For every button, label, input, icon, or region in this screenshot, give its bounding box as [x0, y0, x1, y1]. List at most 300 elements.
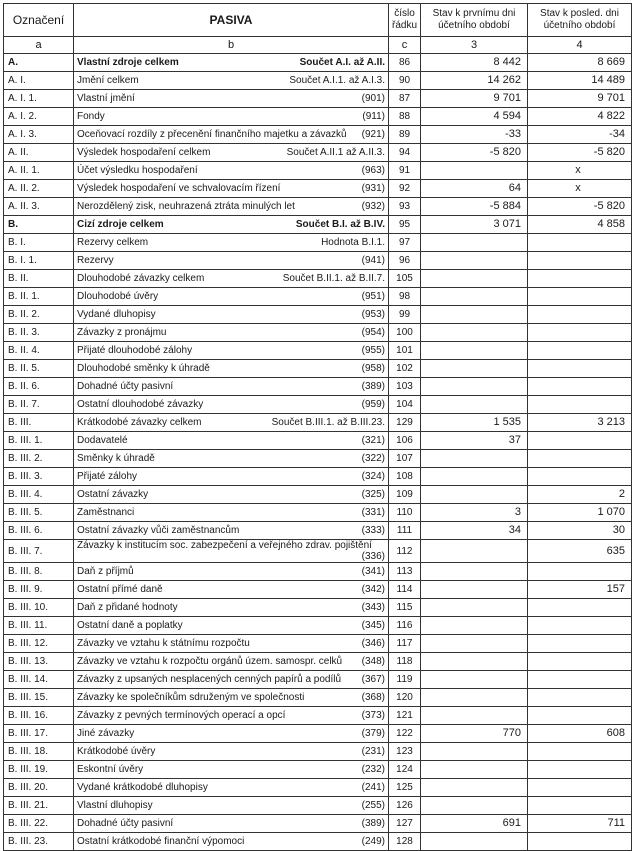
row-name-cell [74, 54, 389, 72]
row-label: Jmění celkem [77, 75, 139, 86]
row-code: B. III. 4. [4, 486, 74, 504]
row-label: Eskontní úvěry [77, 764, 144, 775]
closing-value [528, 761, 632, 779]
row-code: B. III. 11. [4, 617, 74, 635]
row-code: A. II. 3. [4, 198, 74, 216]
row-code: B. III. 21. [4, 797, 74, 815]
row-number: 116 [389, 617, 421, 635]
row-account-hint: (321) [361, 435, 385, 446]
row-account-hint: (953) [361, 309, 385, 320]
table-row [4, 522, 632, 540]
row-name-cell [74, 270, 389, 288]
table-row [4, 540, 632, 563]
table-row [4, 743, 632, 761]
row-label: Vydané dluhopisy [77, 309, 156, 320]
row-name-cell [74, 378, 389, 396]
row-number: 91 [389, 162, 421, 180]
row-account-hint: (389) [361, 381, 385, 392]
row-number: 100 [389, 324, 421, 342]
row-number: 96 [389, 252, 421, 270]
row-name-cell [74, 563, 389, 581]
row-label: Ostatní přímé daně [77, 584, 163, 595]
table-row [4, 725, 632, 743]
row-label: Dlouhodobé závazky celkem [77, 273, 205, 284]
row-account-hint: (921) [361, 129, 385, 140]
row-account-hint: (379) [361, 728, 385, 739]
row-account-hint: (345) [361, 620, 385, 631]
closing-value [528, 468, 632, 486]
closing-value: -5 820 [528, 198, 632, 216]
table-row [4, 360, 632, 378]
subheader-b: b [74, 37, 389, 54]
row-code: B. II. 3. [4, 324, 74, 342]
row-name-cell [74, 360, 389, 378]
opening-value [421, 689, 528, 707]
row-number: 124 [389, 761, 421, 779]
row-number: 99 [389, 306, 421, 324]
row-number: 129 [389, 414, 421, 432]
row-number: 121 [389, 707, 421, 725]
row-account-hint: (963) [361, 165, 385, 176]
row-code: B. III. 2. [4, 450, 74, 468]
closing-value [528, 342, 632, 360]
table-row [4, 144, 632, 162]
row-number: 125 [389, 779, 421, 797]
closing-value [528, 797, 632, 815]
table-row [4, 707, 632, 725]
table-row [4, 396, 632, 414]
opening-value [421, 450, 528, 468]
row-number: 108 [389, 468, 421, 486]
row-code: A. [4, 54, 74, 72]
row-name-cell [74, 504, 389, 522]
table-row [4, 90, 632, 108]
subheader-a: a [4, 37, 74, 54]
row-code: B. III. 20. [4, 779, 74, 797]
row-name-cell [74, 432, 389, 450]
row-label: Dohadné účty pasivní [77, 381, 174, 392]
row-code: A. II. 2. [4, 180, 74, 198]
subheader-c: c [389, 37, 421, 54]
closing-value [528, 252, 632, 270]
table-row [4, 108, 632, 126]
row-label: Závazky k institucím soc. zabezpečení a veřejného zdrav. pojištění [77, 540, 372, 551]
opening-value: 691 [421, 815, 528, 833]
row-label: Jiné závazky [77, 728, 135, 739]
row-code: A. I. 1. [4, 90, 74, 108]
row-label: Dohadné účty pasivní [77, 818, 174, 829]
table-row [4, 635, 632, 653]
row-account-hint: (389) [361, 818, 385, 829]
row-account-hint: Součet A.I. až A.II. [299, 57, 385, 68]
row-code: A. I. [4, 72, 74, 90]
row-label: Krátkodobé úvěry [77, 746, 156, 757]
row-number: 128 [389, 833, 421, 851]
row-account-hint: (346) [361, 638, 385, 649]
row-account-hint: (336) [361, 551, 385, 562]
header-row [4, 4, 632, 37]
row-number: 122 [389, 725, 421, 743]
row-label: Vlastní dluhopisy [77, 800, 153, 811]
row-label: Dlouhodobé úvěry [77, 291, 159, 302]
row-name-cell [74, 90, 389, 108]
opening-value: 770 [421, 725, 528, 743]
closing-value [528, 378, 632, 396]
row-name-cell [74, 707, 389, 725]
subheader-3: 3 [421, 37, 528, 54]
row-name-cell [74, 522, 389, 540]
row-number: 118 [389, 653, 421, 671]
table-row [4, 486, 632, 504]
row-label: Rezervy [77, 255, 114, 266]
closing-value: 9 701 [528, 90, 632, 108]
table-row [4, 653, 632, 671]
row-number: 126 [389, 797, 421, 815]
row-label: Závazky z pronájmu [77, 327, 167, 338]
row-number: 89 [389, 126, 421, 144]
row-number: 90 [389, 72, 421, 90]
opening-value [421, 306, 528, 324]
row-account-hint: (959) [361, 399, 385, 410]
row-label: Daň z přidané hodnoty [77, 602, 178, 613]
opening-value [421, 288, 528, 306]
table-row [4, 378, 632, 396]
table-row [4, 270, 632, 288]
row-name-cell [74, 216, 389, 234]
opening-value [421, 599, 528, 617]
header-designation: Označení [4, 4, 74, 37]
closing-value: -5 820 [528, 144, 632, 162]
opening-value: 8 442 [421, 54, 528, 72]
row-number: 106 [389, 432, 421, 450]
row-number: 98 [389, 288, 421, 306]
row-name-cell [74, 581, 389, 599]
table-row [4, 779, 632, 797]
row-label: Závazky ke společníkům sdruženým ve společnosti [77, 692, 305, 703]
header-opening-balance: Stav k prvnímu dni účetního období [421, 4, 528, 37]
header-row-number: číslo řádku [389, 4, 421, 37]
table-row [4, 581, 632, 599]
row-code: B. III. 18. [4, 743, 74, 761]
closing-value [528, 324, 632, 342]
opening-value: 1 535 [421, 414, 528, 432]
row-name-cell [74, 162, 389, 180]
table-row [4, 689, 632, 707]
row-name-cell [74, 468, 389, 486]
row-name-cell [74, 833, 389, 851]
row-name-cell [74, 540, 389, 563]
opening-value: 3 071 [421, 216, 528, 234]
row-label: Ostatní závazky vůči zaměstnancům [77, 525, 240, 536]
row-code: B. III. 9. [4, 581, 74, 599]
table-row [4, 342, 632, 360]
row-label: Vlastní zdroje celkem [77, 57, 179, 68]
opening-value [421, 396, 528, 414]
row-label: Ostatní daně a poplatky [77, 620, 183, 631]
row-label: Závazky ve vztahu k státnímu rozpočtu [77, 638, 250, 649]
opening-value: -33 [421, 126, 528, 144]
row-code: B. II. [4, 270, 74, 288]
row-number: 123 [389, 743, 421, 761]
closing-value [528, 653, 632, 671]
row-code: B. I. [4, 234, 74, 252]
opening-value [421, 563, 528, 581]
row-number: 105 [389, 270, 421, 288]
row-name-cell [74, 617, 389, 635]
row-number: 120 [389, 689, 421, 707]
closing-value [528, 288, 632, 306]
row-name-cell [74, 342, 389, 360]
closing-value [528, 707, 632, 725]
table-row [4, 815, 632, 833]
row-account-hint: (373) [361, 710, 385, 721]
opening-value [421, 743, 528, 761]
row-label: Závazky z pevných termínových operací a opcí [77, 710, 286, 721]
row-code: B. III. 19. [4, 761, 74, 779]
closing-value [528, 450, 632, 468]
closing-value [528, 833, 632, 851]
row-name-cell [74, 396, 389, 414]
row-code: B. III. 22. [4, 815, 74, 833]
closing-value: 1 070 [528, 504, 632, 522]
row-code: B. III. 13. [4, 653, 74, 671]
row-name-cell [74, 306, 389, 324]
row-number: 101 [389, 342, 421, 360]
row-account-hint: (325) [361, 489, 385, 500]
table-row [4, 288, 632, 306]
row-name-cell [74, 180, 389, 198]
table-row [4, 833, 632, 851]
row-label: Výsledek hospodaření celkem [77, 147, 211, 158]
closing-value: 635 [528, 540, 632, 563]
row-name-cell [74, 108, 389, 126]
opening-value [421, 833, 528, 851]
closing-value: x [528, 162, 632, 180]
row-code: B. II. 4. [4, 342, 74, 360]
table-row [4, 306, 632, 324]
opening-value [421, 761, 528, 779]
row-code: B. III. [4, 414, 74, 432]
row-label: Ostatní dlouhodobé závazky [77, 399, 204, 410]
row-account-hint: Součet A.I.1. až A.I.3. [289, 75, 385, 86]
table-row [4, 234, 632, 252]
closing-value [528, 563, 632, 581]
row-code: B. II. 5. [4, 360, 74, 378]
row-label: Vlastní jmění [77, 93, 135, 104]
table-row [4, 72, 632, 90]
row-code: B. III. 6. [4, 522, 74, 540]
opening-value: 37 [421, 432, 528, 450]
row-name-cell [74, 635, 389, 653]
table-body [4, 54, 632, 851]
row-label: Krátkodobé závazky celkem [77, 417, 202, 428]
closing-value: x [528, 180, 632, 198]
row-label: Fondy [77, 111, 105, 122]
opening-value [421, 797, 528, 815]
row-account-hint: (331) [361, 507, 385, 518]
row-name-cell [74, 72, 389, 90]
closing-value [528, 360, 632, 378]
closing-value [528, 743, 632, 761]
row-account-hint: (231) [361, 746, 385, 757]
opening-value [421, 468, 528, 486]
row-number: 87 [389, 90, 421, 108]
row-name-cell [74, 450, 389, 468]
row-account-hint: (932) [361, 201, 385, 212]
row-number: 95 [389, 216, 421, 234]
table-row [4, 761, 632, 779]
opening-value: 34 [421, 522, 528, 540]
row-name-cell [74, 761, 389, 779]
row-name-cell [74, 414, 389, 432]
row-number: 86 [389, 54, 421, 72]
row-name-cell [74, 288, 389, 306]
opening-value [421, 617, 528, 635]
row-code: B. [4, 216, 74, 234]
row-account-hint: (955) [361, 345, 385, 356]
opening-value [421, 342, 528, 360]
row-number: 109 [389, 486, 421, 504]
row-code: B. III. 5. [4, 504, 74, 522]
row-code: B. III. 8. [4, 563, 74, 581]
row-label: Závazky z upsaných nesplacených cenných papírů a podílů [77, 674, 342, 685]
row-account-hint: Součet B.II.1. až B.II.7. [282, 273, 385, 284]
row-number: 102 [389, 360, 421, 378]
header-closing-balance: Stav k posled. dni účetního období [528, 4, 632, 37]
row-label: Daň z příjmů [77, 566, 134, 577]
row-label: Dodavatelé [77, 435, 128, 446]
row-code: B. III. 16. [4, 707, 74, 725]
row-number: 112 [389, 540, 421, 563]
closing-value: -34 [528, 126, 632, 144]
opening-value: -5 884 [421, 198, 528, 216]
row-code: B. III. 23. [4, 833, 74, 851]
row-label: Rezervy celkem [77, 237, 149, 248]
row-label: Ostatní krátkodobé finanční výpomoci [77, 836, 245, 847]
row-code: B. I. 1. [4, 252, 74, 270]
opening-value: 9 701 [421, 90, 528, 108]
table-row [4, 126, 632, 144]
row-number: 110 [389, 504, 421, 522]
row-code: A. I. 2. [4, 108, 74, 126]
table-row [4, 450, 632, 468]
row-number: 115 [389, 599, 421, 617]
table-row [4, 162, 632, 180]
closing-value: 711 [528, 815, 632, 833]
row-label: Dlouhodobé směnky k úhradě [77, 363, 210, 374]
row-account-hint: Součet B.III.1. až B.III.23. [271, 417, 385, 428]
table-row [4, 671, 632, 689]
opening-value [421, 324, 528, 342]
opening-value [421, 162, 528, 180]
opening-value [421, 360, 528, 378]
row-account-hint: (324) [361, 471, 385, 482]
table-row [4, 414, 632, 432]
row-account-hint: (951) [361, 291, 385, 302]
header-liabilities: PASIVA [74, 4, 389, 37]
row-label: Zaměstnanci [77, 507, 135, 518]
closing-value [528, 617, 632, 635]
row-label: Oceňovací rozdíly z přecenění finančního majetku a závazků [77, 129, 347, 140]
row-code: B. III. 17. [4, 725, 74, 743]
opening-value: 4 594 [421, 108, 528, 126]
closing-value [528, 689, 632, 707]
subheader-row [4, 37, 632, 54]
closing-value: 8 669 [528, 54, 632, 72]
opening-value [421, 378, 528, 396]
row-account-hint: (249) [361, 836, 385, 847]
table-row [4, 504, 632, 522]
row-code: A. I. 3. [4, 126, 74, 144]
closing-value: 608 [528, 725, 632, 743]
row-code: B. II. 7. [4, 396, 74, 414]
row-account-hint: Součet A.II.1 až A.II.3. [286, 147, 385, 158]
closing-value: 2 [528, 486, 632, 504]
opening-value [421, 252, 528, 270]
row-code: B. III. 3. [4, 468, 74, 486]
row-label: Nerozdělený zisk, neuhrazená ztráta minulých let [77, 201, 295, 212]
table-row [4, 252, 632, 270]
opening-value [421, 671, 528, 689]
closing-value: 157 [528, 581, 632, 599]
table-row [4, 54, 632, 72]
table-row [4, 599, 632, 617]
row-name-cell [74, 599, 389, 617]
row-number: 92 [389, 180, 421, 198]
row-code: B. II. 6. [4, 378, 74, 396]
opening-value [421, 779, 528, 797]
row-account-hint: (342) [361, 584, 385, 595]
row-number: 107 [389, 450, 421, 468]
opening-value: 3 [421, 504, 528, 522]
row-account-hint: (341) [361, 566, 385, 577]
table-row [4, 617, 632, 635]
row-label: Přijaté zálohy [77, 471, 138, 482]
row-account-hint: (901) [361, 93, 385, 104]
closing-value [528, 779, 632, 797]
row-code: B. II. 2. [4, 306, 74, 324]
row-number: 88 [389, 108, 421, 126]
row-code: B. III. 7. [4, 540, 74, 563]
row-account-hint: (941) [361, 255, 385, 266]
row-number: 119 [389, 671, 421, 689]
row-label: Cizí zdroje celkem [77, 219, 164, 230]
closing-value [528, 671, 632, 689]
row-name-cell [74, 671, 389, 689]
closing-value [528, 270, 632, 288]
row-label: Vydané krátkodobé dluhopisy [77, 782, 208, 793]
table-row [4, 198, 632, 216]
opening-value [421, 635, 528, 653]
row-name-cell [74, 198, 389, 216]
row-code: B. III. 14. [4, 671, 74, 689]
row-number: 114 [389, 581, 421, 599]
row-name-cell [74, 689, 389, 707]
row-number: 93 [389, 198, 421, 216]
row-account-hint: (931) [361, 183, 385, 194]
closing-value: 4 858 [528, 216, 632, 234]
row-account-hint: (958) [361, 363, 385, 374]
table-row [4, 468, 632, 486]
table-row [4, 797, 632, 815]
row-name-cell [74, 653, 389, 671]
table-row [4, 180, 632, 198]
row-number: 103 [389, 378, 421, 396]
opening-value [421, 653, 528, 671]
row-label: Směnky k úhradě [77, 453, 155, 464]
row-code: B. II. 1. [4, 288, 74, 306]
closing-value [528, 306, 632, 324]
